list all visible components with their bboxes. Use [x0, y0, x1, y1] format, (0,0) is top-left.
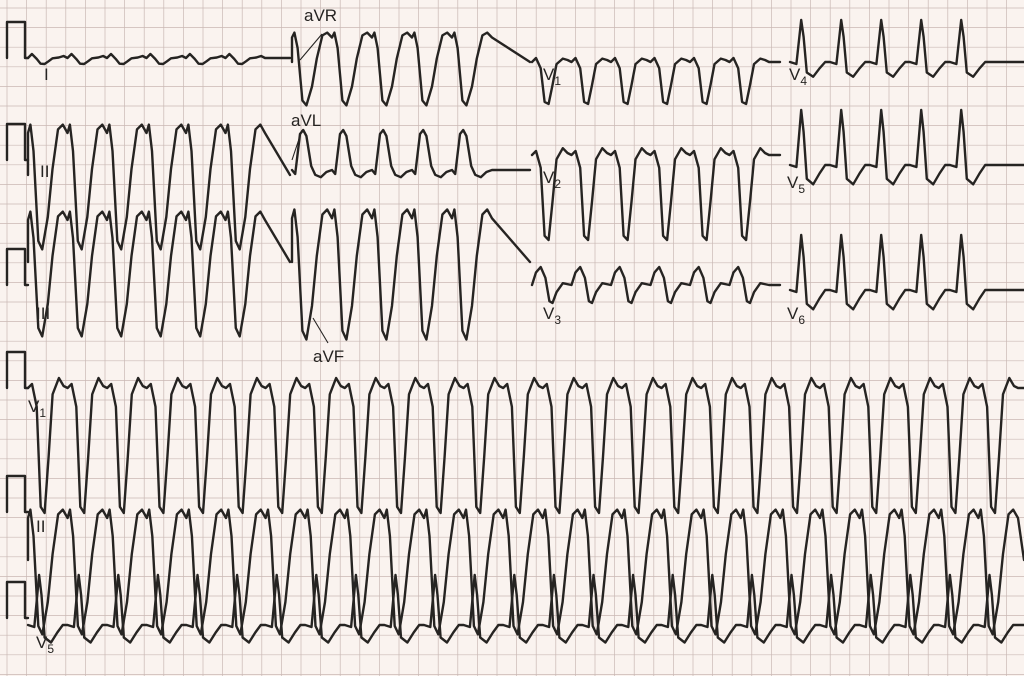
- lead-label-v1: $V_1$: [543, 65, 562, 88]
- lead-label-iii: III: [36, 304, 51, 323]
- lead-label-i: I: [44, 65, 49, 84]
- lead-label-v6: $V_6$: [787, 304, 806, 327]
- lead-label-v4: $V_4$: [789, 65, 808, 88]
- lead-label-v5: $V_5$: [787, 173, 806, 196]
- lead-label-ii: II: [40, 162, 50, 181]
- lead-label-avf: aVF: [313, 347, 345, 366]
- lead-label-v3: $V_3$: [543, 304, 562, 327]
- rhythm-label-ii: II: [36, 517, 46, 536]
- lead-label-avl: aVL: [291, 111, 322, 130]
- rhythm-label-v1: $V_1$: [28, 397, 47, 420]
- lead-label-v2: $V_2$: [543, 168, 562, 191]
- rhythm-label-v5: $V_5$: [36, 633, 55, 656]
- lead-label-avr: aVR: [304, 6, 338, 25]
